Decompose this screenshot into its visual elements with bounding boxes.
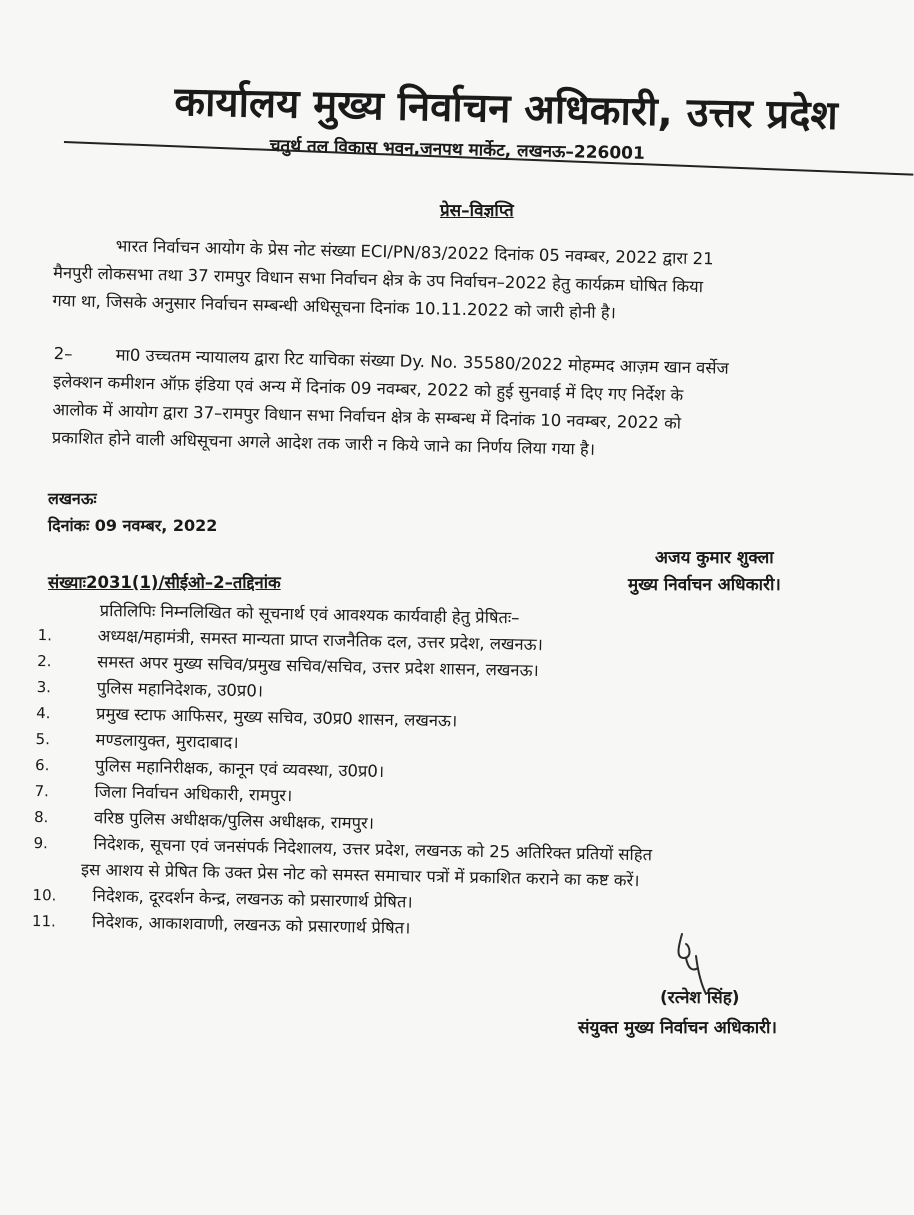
office-address: चतुर्थ तल विकास भवन,जनपथ मार्केट, लखनऊ–226001 <box>269 135 646 164</box>
paragraph-2-line: प्रकाशित होने वाली अधिसूचना अगले आदेश तक जारी न किये जाने का निर्णय लिया गया है। <box>51 427 596 459</box>
list-item-number: 3. <box>36 677 52 697</box>
paragraph-2-number: 2– <box>53 343 73 364</box>
list-item-text: प्रमुख स्टाफ आफिसर, मुख्य सचिव, उ0प्र0 शासन, लखनऊ। <box>95 704 458 731</box>
list-item-text: निदेशक, दूरदर्शन केन्द्र, लखनऊ को प्रसारणार्थ प्रेषित। <box>92 886 413 912</box>
paragraph-1-line: मैनपुरी लोकसभा तथा 37 रामपुर विधान सभा निर्वाचन क्षेत्र के उप निर्वाचन–2022 हेतु कार्यक्रम घोषित किया <box>52 262 704 297</box>
list-item-number: 8. <box>33 807 49 827</box>
signatory-title: मुख्य निर्वाचन अधिकारी। <box>628 575 781 595</box>
paragraph-1-line: भारत निर्वाचन आयोग के प्रेस नोट संख्या ECI/PN/83/2022 दिनांक 05 नवम्बर, 2022 द्वारा 21 <box>115 236 714 269</box>
list-item-text-continued: इस आशय से प्रेषित कि उक्त प्रेस नोट को समस्त समाचार पत्रों में प्रकाशित कराने का कष्ट करें। <box>80 859 640 891</box>
signatory-name: अजय कुमार शुक्ला <box>655 548 774 568</box>
list-item-number: 5. <box>35 729 51 749</box>
list-item-number: 1. <box>37 625 53 645</box>
office-title: कार्यालय मुख्य निर्वाचन अधिकारी, उत्तर प्रदेश <box>173 78 839 139</box>
paragraph-2-line: आलोक में आयोग द्वारा 37–रामपुर विधान सभा निर्वाचन क्षेत्र के सम्बन्ध में दिनांक 10 नवम्बर, 2022 को <box>52 399 682 433</box>
date-label: दिनांकः 09 नवम्बर, 2022 <box>48 516 218 535</box>
list-item-text: वरिष्ठ पुलिस अधीक्षक/पुलिस अधीक्षक, रामपुर। <box>93 808 375 833</box>
paragraph-1-line: गया था, जिसके अनुसार निर्वाचन सम्बन्धी अधिसूचना दिनांक 10.11.2022 को जारी होनी है। <box>52 290 617 323</box>
list-item-text: जिला निर्वाचन अधिकारी, रामपुर। <box>94 782 293 806</box>
paragraph-2-line: इलेक्शन कमीशन ऑफ़ इंडिया एवं अन्य में दिनांक 09 नवम्बर, 2022 को हुई सुनवाई में दिए गए निर्देश के <box>52 371 684 405</box>
list-item-number: 7. <box>34 781 50 801</box>
reference-number: संख्याः2031(1)/सीईओ–2–तद्दिनांक <box>48 573 281 592</box>
list-item-number: 2. <box>37 651 52 671</box>
list-item-text: निदेशक, सूचना एवं जनसंपर्क निदेशालय, उत्तर प्रदेश, लखनऊ को 25 अतिरिक्त प्रतियों सहित <box>93 834 653 865</box>
paragraph-2-line: मा0 उच्चतम न्यायालय द्वारा रिट याचिका संख्या Dy. No. 35580/2022 मोहम्मद आज़म खान वर्सेज <box>115 345 729 378</box>
place-label: लखनऊः <box>48 489 97 508</box>
list-item-number: 6. <box>34 755 50 775</box>
list-item-number: 11. <box>31 911 57 931</box>
paragraph-2 <box>52 340 729 467</box>
list-item-text: पुलिस महानिदेशक, उ0प्र0। <box>96 678 264 701</box>
press-release-heading: प्रेस–विज्ञप्ति <box>440 201 514 221</box>
list-item-text: अध्यक्ष/महामंत्री, समस्त मान्यता प्राप्त राजनैतिक दल, उत्तर प्रदेश, लखनऊ। <box>97 626 544 655</box>
list-item-number: 10. <box>32 885 57 905</box>
distribution-list <box>32 622 898 951</box>
signature-name: (रत्नेश सिंह) <box>660 988 740 1008</box>
list-item-text: निदेशक, आकाशवाणी, लखनऊ को प्रसारणार्थ प्रेषित। <box>91 912 411 938</box>
list-item-number: 9. <box>33 833 49 853</box>
paragraph-1 <box>52 231 714 329</box>
list-item-text: पुलिस महानिरीक्षक, कानून एवं व्यवस्था, उ0प्र0। <box>94 756 385 781</box>
list-item-text: समस्त अपर मुख्य सचिव/प्रमुख सचिव/सचिव, उत्तर प्रदेश शासन, लखनऊ। <box>97 652 539 681</box>
list-item-number: 4. <box>35 703 51 723</box>
copy-intro: प्रतिलिपिः निम्नलिखित को सूचनार्थ एवं आवश्यक कार्यवाही हेतु प्रेषितः– <box>99 600 520 628</box>
signature-title: संयुक्त मुख्य निर्वाचन अधिकारी। <box>578 1018 777 1038</box>
list-item-text: मण्डलायुक्त, मुरादाबाद। <box>95 730 239 753</box>
